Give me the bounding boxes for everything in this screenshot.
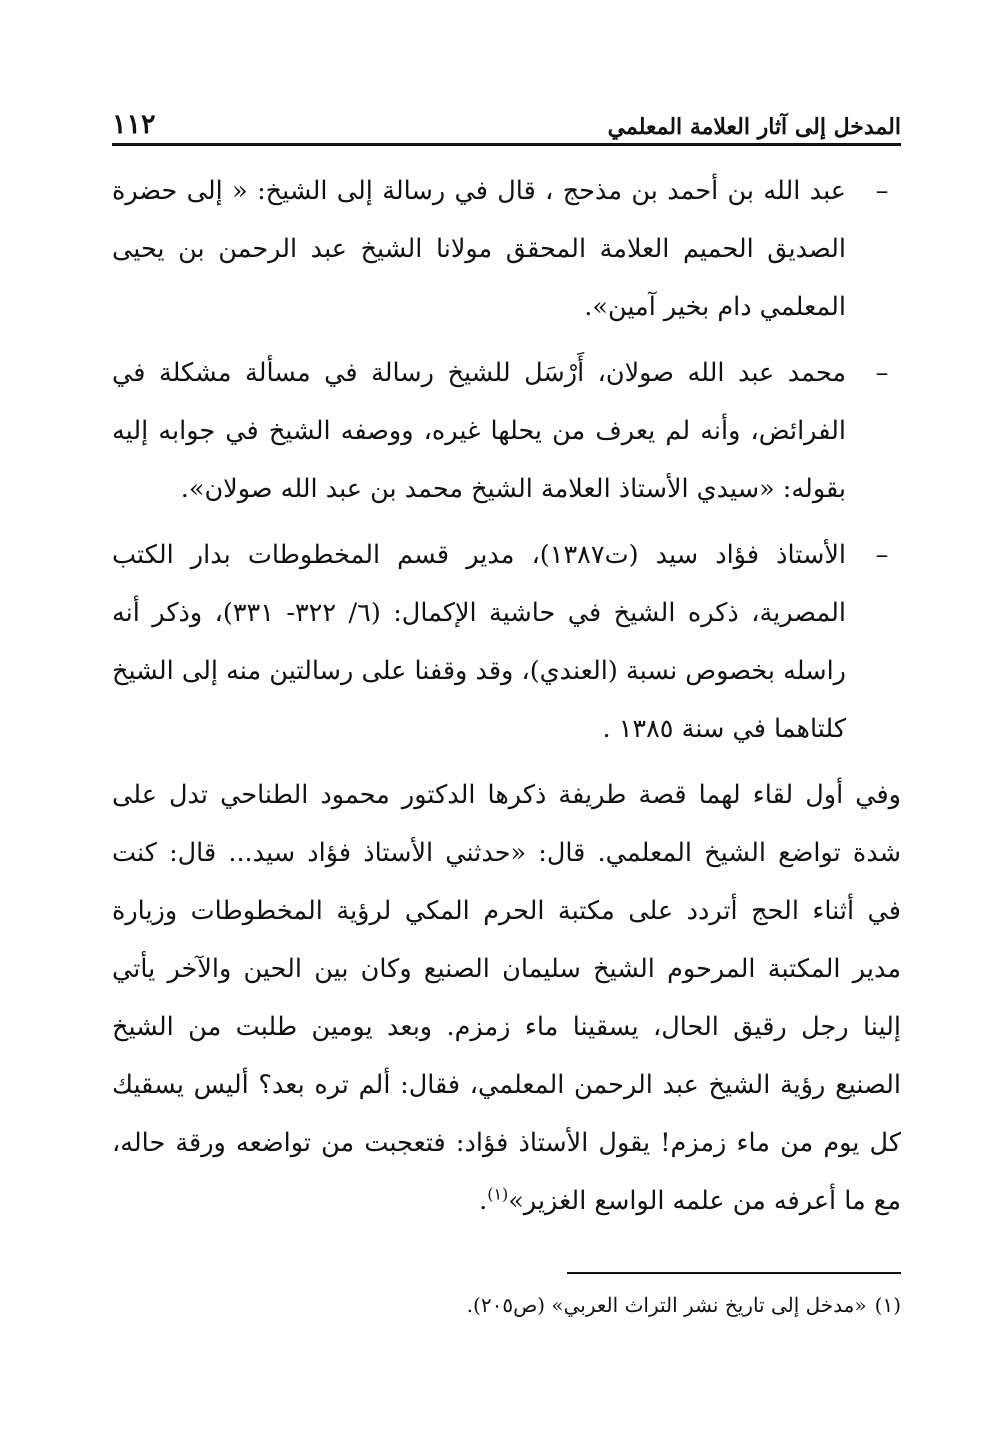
list-item-text: محمد عبد الله صولان، أَرْسَل للشيخ رسالة في مسألة مشكلة في الفرائض، وأنه لم يعرف من يحلها غيره، ووصفه الشيخ في جوابه إليه بقوله: «سيدي الأستاذ العلامة الشيخ محمد بن عبد الله صولان». [112,358,846,504]
list-item [112,162,901,336]
footnote-number: (١) [874,1293,901,1317]
footnote-text: «مدخل إلى تاريخ نشر التراث العربي» (ص٢٠٥). [466,1293,867,1317]
paragraph-text: وفي أول لقاء لهما قصة طريفة ذكرها الدكتور محمود الطناحي تدل على شدة تواضع الشيخ المعلمي. قال: «حدثني الأستاذ فؤاد سيد... قال: كنت في أثناء الحج أتردد على مكتبة الحرم المكي لرؤية المخطوطات وزيارة مدير المكتبة المرحوم الشيخ سليمان الصنيع وكان بين الحين والآخر يأتي إلينا رجل رقيق الحال، يسقينا ماء زمزم. وبعد يومين طلبت من الشيخ الصنيع رؤية الشيخ عبد الرحمن المعلمي، فقال: ألم تره بعد؟ أليس يسقيك كل يوم من ماء زمزم! يقول الأستاذ فؤاد: فتعجبت من تواضعه ورقة حاله، مع ما أعرفه من علمه الواسع الغزير» [112,780,901,1216]
footnote-reference[interactable]: (١) [487,1184,509,1204]
list-item [112,344,901,518]
page-number: ١١٢ [112,109,156,140]
list-item [112,526,901,758]
page-header [112,100,901,140]
list-item-text: الأستاذ فؤاد سيد (ت١٣٨٧)، مدير قسم المخطوطات بدار الكتب المصرية، ذكره الشيخ في حاشية الإكمال: (٦/ ٣٢٢- ٣٣١)، وذكر أنه راسله بخصوص نسبة (العندي)، وقد وقفنا على رسالتين منه إلى الشيخ كلتاهما في سنة ١٣٨٥ . [112,540,846,744]
footnote-rule [567,1272,901,1274]
header-rule [112,143,901,146]
paragraph-end: . [479,1186,488,1216]
list-dash: – [875,540,889,570]
footnote [112,1290,901,1320]
list-dash: – [875,176,889,206]
list-dash: – [875,358,889,388]
running-title: المدخل إلى آثار العلامة المعلمي [607,114,901,140]
list-item-text: عبد الله بن أحمد بن مذحج ، قال في رسالة إلى الشيخ: « إلى حضرة الصديق الحميم العلامة المحقق مولانا الشيخ عبد الرحمن بن يحيى المعلمي دام بخير آمين». [112,176,846,322]
body-text [112,162,901,1230]
body-paragraph [112,766,901,1230]
